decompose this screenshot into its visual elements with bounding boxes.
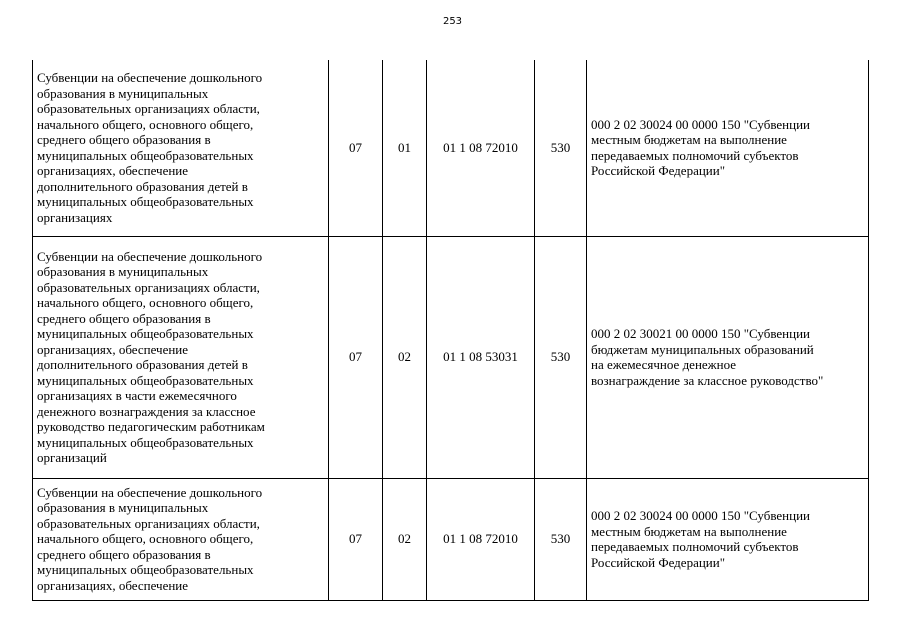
subsection-cell: 02 — [383, 478, 427, 600]
description-text: Субвенции на обеспечение дошкольного образования в муниципальных образовательных организациях области, начального общего, основного общего, среднего общего образования в муниципальных общеобразовательных организациях, обеспечение дополнительного образования детей в муниципальных общеобразовательных организациях в части ежемесячного денежного вознаграждения за классное руководство педагогическим работникам муниципальных общеобразовательных организаций — [37, 248, 265, 465]
table-row — [33, 478, 869, 600]
budget-table — [32, 60, 869, 601]
target-article-cell: 01 1 08 72010 — [427, 478, 535, 600]
description-cell — [33, 478, 329, 600]
section-cell: 07 — [329, 60, 383, 236]
expense-type-cell: 530 — [535, 236, 587, 478]
description-text: Субвенции на обеспечение дошкольного образования в муниципальных образовательных организациях области, начального общего, основного общего, среднего общего образования в муниципальных общеобразовательных организациях, обеспечение дополнительного образования детей в муниципальных общеобразовательных организациях — [37, 70, 263, 225]
table-row — [33, 60, 869, 236]
description-cell — [33, 236, 329, 478]
revenue-code-text: 000 2 02 30024 00 0000 150 "Субвенции местным бюджетам на выполнение передаваемых полномочий субъектов Российской Федерации" — [591, 116, 811, 179]
page-number: 253 — [442, 16, 463, 27]
section-cell: 07 — [329, 478, 383, 600]
subsection-cell: 02 — [383, 236, 427, 478]
table-row — [33, 236, 869, 478]
revenue-code-cell — [587, 478, 869, 600]
section-cell: 07 — [329, 236, 383, 478]
description-cell — [33, 60, 329, 236]
target-article-cell: 01 1 08 53031 — [427, 236, 535, 478]
description-text: Субвенции на обеспечение дошкольного образования в муниципальных образовательных организациях области, начального общего, основного общего, среднего общего образования в муниципальных общеобразовательных организациях, обеспечение — [37, 484, 263, 593]
revenue-code-text: 000 2 02 30021 00 0000 150 "Субвенции бюджетам муниципальных образований на ежемесячное денежное вознаграждение за классное руководство" — [591, 326, 824, 388]
revenue-code-cell — [587, 236, 869, 478]
expense-type-cell: 530 — [535, 478, 587, 600]
expense-type-cell: 530 — [535, 60, 587, 236]
subsection-cell: 01 — [383, 60, 427, 236]
revenue-code-text: 000 2 02 30024 00 0000 150 "Субвенции местным бюджетам на выполнение передаваемых полномочий субъектов Российской Федерации" — [591, 508, 811, 570]
revenue-code-cell — [587, 60, 869, 236]
target-article-cell: 01 1 08 72010 — [427, 60, 535, 236]
